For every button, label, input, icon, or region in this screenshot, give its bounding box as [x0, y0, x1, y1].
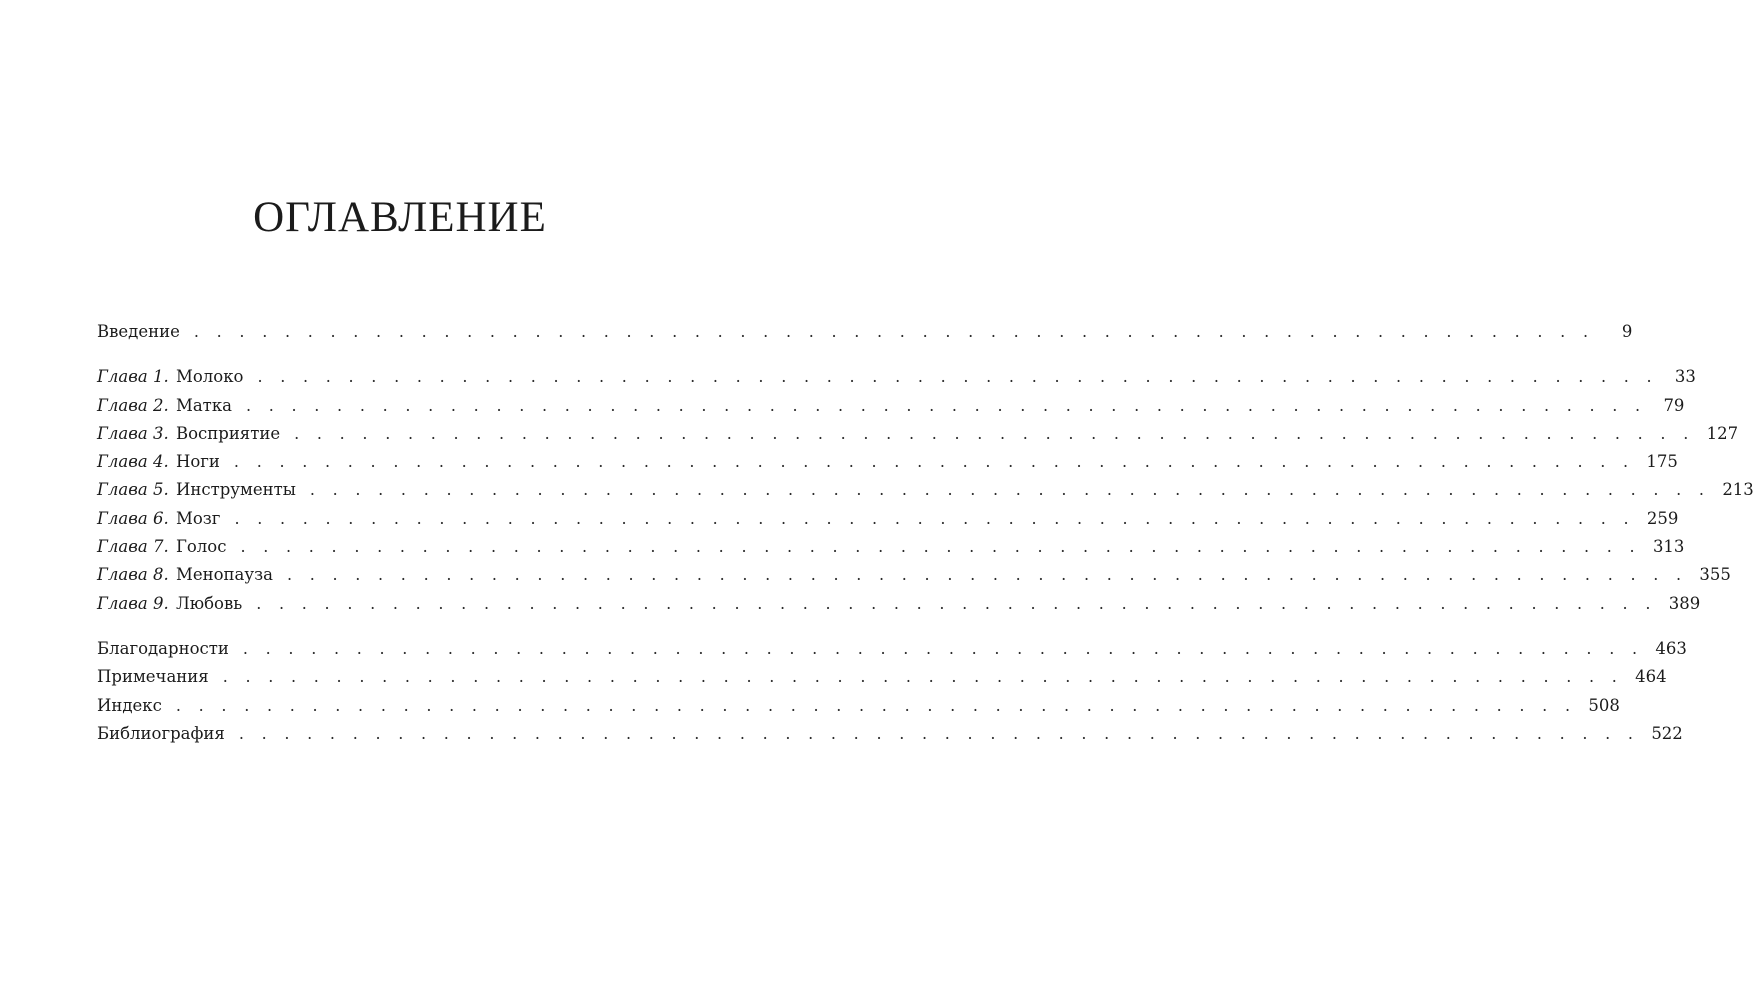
- chapter-prefix: Глава 3.: [97, 423, 169, 443]
- chapter-prefix: Глава 8.: [97, 565, 169, 585]
- toc-entry-chapter-4[interactable]: [97, 448, 1678, 476]
- toc-entry-title: Инструменты: [175, 480, 296, 500]
- toc-entry-page: 355: [1699, 565, 1731, 585]
- toc-entry-page: 464: [1635, 667, 1667, 687]
- toc-entry-title: Любовь: [175, 593, 243, 613]
- toc-entry-page: 522: [1651, 723, 1683, 743]
- toc-entry-title: Молоко: [175, 367, 244, 387]
- toc-entry-title: Восприятие: [175, 423, 281, 443]
- chapter-prefix: Глава 4.: [97, 452, 169, 472]
- toc-entry-acknowledgements[interactable]: [97, 635, 1687, 663]
- toc-entry-chapter-2[interactable]: [97, 392, 1685, 420]
- toc-entry-title: Ноги: [175, 452, 220, 472]
- toc-entry-page: 79: [1663, 395, 1685, 415]
- toc-entry-introduction[interactable]: [97, 318, 1633, 346]
- chapter-prefix: Глава 1.: [97, 367, 169, 387]
- toc-entry-page: 259: [1646, 508, 1679, 528]
- dot-leader: . . . . . . . . . . . . . . . . . . . . . . . . . . . . . . . . . . . . . . . . . . . . . . . . . . . . . . . . . . . . . .: [234, 508, 1635, 528]
- toc-entry-page: 213: [1722, 480, 1754, 500]
- table-of-contents: [97, 318, 1754, 748]
- toc-entry-page: 175: [1646, 452, 1678, 472]
- toc-entry-title: Голос: [175, 537, 227, 557]
- toc-entry-chapter-1[interactable]: [97, 363, 1696, 391]
- page-title: ОГЛАВЛЕНИЕ: [253, 194, 547, 241]
- toc-entry-index[interactable]: [97, 692, 1620, 720]
- dot-leader: . . . . . . . . . . . . . . . . . . . . . . . . . . . . . . . . . . . . . . . . . . . . . . . . . . . . . . . . . . . . . .: [309, 480, 1711, 500]
- toc-entry-page: 33: [1674, 367, 1696, 387]
- chapter-prefix: Глава 6.: [97, 508, 169, 528]
- dot-leader: . . . . . . . . . . . . . . . . . . . . . . . . . . . . . . . . . . . . . . . . . . . . . . . . . . . . . . . . . . . . . .: [193, 322, 1595, 341]
- toc-entry-title: Примечания: [97, 667, 209, 687]
- toc-chapters-group: [97, 363, 1754, 618]
- toc-entry-title: Индекс: [97, 695, 162, 715]
- toc-entry-title: Менопауза: [175, 565, 273, 585]
- chapter-prefix: Глава 5.: [97, 480, 169, 500]
- dot-leader: . . . . . . . . . . . . . . . . . . . . . . . . . . . . . . . . . . . . . . . . . . . . . . . . . . . . . . . . . . . . . .: [294, 423, 1695, 443]
- toc-entry-page: 313: [1652, 537, 1685, 557]
- dot-leader: . . . . . . . . . . . . . . . . . . . . . . . . . . . . . . . . . . . . . . . . . . . . . . . . . . . . . . . . . . . . . .: [286, 565, 1688, 585]
- toc-entry-page: 127: [1706, 423, 1739, 443]
- toc-entry-title: Матка: [175, 395, 232, 415]
- dot-leader: . . . . . . . . . . . . . . . . . . . . . . . . . . . . . . . . . . . . . . . . . . . . . . . . . . . . . . . . . . . . . .: [242, 638, 1644, 658]
- toc-entry-page: 463: [1655, 638, 1687, 658]
- toc-intro-group: [97, 318, 1633, 346]
- toc-entry-page: 389: [1668, 593, 1701, 613]
- toc-entry-page: 9: [1621, 322, 1633, 341]
- toc-back-matter-group: [97, 635, 1687, 748]
- toc-entry-chapter-6[interactable]: [97, 505, 1679, 533]
- toc-entry-bibliography[interactable]: [97, 720, 1683, 748]
- toc-entry-chapter-5[interactable]: [97, 476, 1754, 504]
- toc-entry-title: Библиография: [97, 723, 225, 743]
- toc-entry-notes[interactable]: [97, 663, 1667, 691]
- chapter-prefix: Глава 2.: [97, 395, 169, 415]
- toc-entry-chapter-7[interactable]: [97, 533, 1685, 561]
- dot-leader: . . . . . . . . . . . . . . . . . . . . . . . . . . . . . . . . . . . . . . . . . . . . . . . . . . . . . . . . . . . . . .: [175, 695, 1577, 715]
- toc-entry-page: 508: [1588, 695, 1620, 715]
- toc-entry-chapter-8[interactable]: [97, 561, 1731, 589]
- dot-leader: . . . . . . . . . . . . . . . . . . . . . . . . . . . . . . . . . . . . . . . . . . . . . . . . . . . . . . . . . . . . . .: [233, 452, 1635, 472]
- dot-leader: . . . . . . . . . . . . . . . . . . . . . . . . . . . . . . . . . . . . . . . . . . . . . . . . . . . . . . . . . . . . . .: [257, 367, 1658, 387]
- toc-entry-chapter-9[interactable]: [97, 590, 1701, 618]
- dot-leader: . . . . . . . . . . . . . . . . . . . . . . . . . . . . . . . . . . . . . . . . . . . . . . . . . . . . . . . . . . . . . .: [222, 667, 1624, 687]
- dot-leader: . . . . . . . . . . . . . . . . . . . . . . . . . . . . . . . . . . . . . . . . . . . . . . . . . . . . . . . . . . . . . .: [238, 723, 1640, 743]
- dot-leader: . . . . . . . . . . . . . . . . . . . . . . . . . . . . . . . . . . . . . . . . . . . . . . . . . . . . . . . . . . . . . .: [256, 593, 1657, 613]
- dot-leader: . . . . . . . . . . . . . . . . . . . . . . . . . . . . . . . . . . . . . . . . . . . . . . . . . . . . . . . . . . . . . .: [245, 395, 1647, 415]
- chapter-prefix: Глава 9.: [97, 593, 169, 613]
- dot-leader: . . . . . . . . . . . . . . . . . . . . . . . . . . . . . . . . . . . . . . . . . . . . . . . . . . . . . . . . . . . . . .: [240, 537, 1641, 557]
- toc-entry-chapter-3[interactable]: [97, 420, 1739, 448]
- chapter-prefix: Глава 7.: [97, 537, 169, 557]
- toc-entry-title: Благодарности: [97, 638, 229, 658]
- toc-entry-title: Мозг: [175, 508, 221, 528]
- toc-entry-title: Введение: [97, 322, 180, 341]
